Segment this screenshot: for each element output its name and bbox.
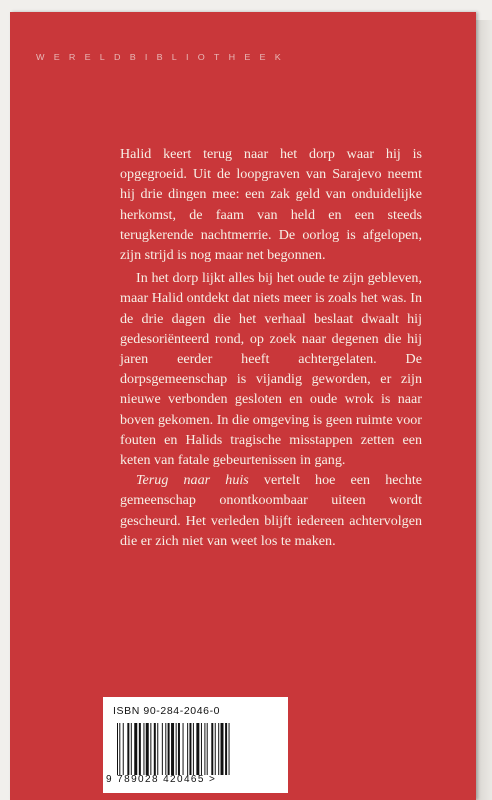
barcode-label — [103, 697, 288, 793]
isbn-text: ISBN 90-284-2046-0 — [113, 705, 221, 717]
series-name: WERELDBIBLIOTHEEK — [36, 52, 290, 62]
barcode-digits: 9 789028 420465 > — [106, 774, 217, 785]
blurb-paragraph-3-rest: vertelt hoe een hechte gemeenschap onontkoombaar uiteen wordt gescheurd. Het verleden blijft iedereen achtervolgen die er zich niet van weet los te maken. — [120, 472, 423, 549]
blurb-paragraph-2: In het dorp lijkt alles bij het oude te zijn gebleven, maar Halid ontdekt dat niets meer is zoals het was. In de drie dagen die het verhaal beslaat dwaalt hij gedesoriënteerd rond, op zoek naar degenen die hij jaren eerder heeft achtergelaten. De dorpsgemeenschap is vijandig geworden, er zijn nieuwe verbonden gesloten en oude wrok is naar boven gekomen. In die omgeving is geen ruimte voor fouten en Halids tragische misstappen zetten een keten van fatale gebeurtenissen in gang. — [120, 270, 422, 469]
back-cover — [10, 12, 476, 800]
blurb-paragraph-1: Halid keert terug naar het dorp waar hij is opgegroeid. Uit de loopgraven van Sarajevo neemt hij drie dingen mee: een zak geld van onduidelijke herkomst, de faam van held en een steeds terugkerende nachtmerrie. De oorlog is afgelopen, zijn strijd is nog maar net begonnen. — [120, 146, 422, 264]
blurb-paragraph-3 — [120, 470, 422, 551]
blurb-text — [120, 144, 422, 551]
book-title: Terug naar huis — [136, 472, 249, 489]
page-edge — [476, 20, 492, 800]
barcode-icon — [117, 723, 275, 775]
